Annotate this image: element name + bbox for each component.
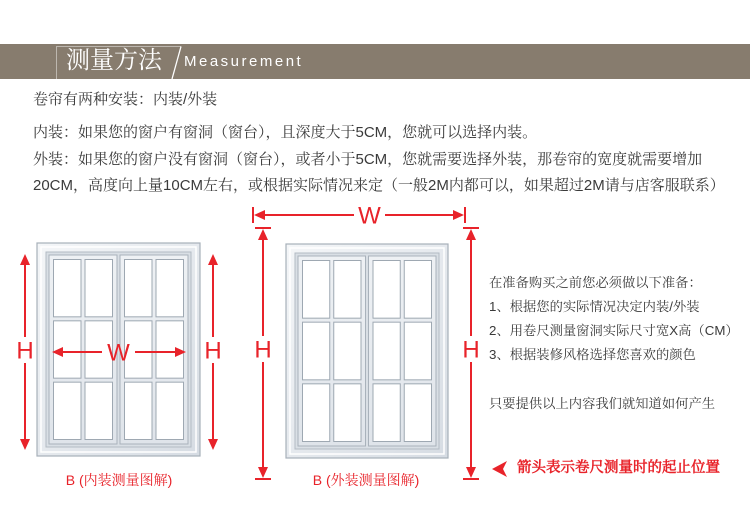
- arrow-head-down: [258, 467, 268, 478]
- window-pane: [334, 384, 361, 442]
- height-label: H: [16, 337, 34, 365]
- preparation-step-3: 3、根据装修风格选择您喜欢的颜色: [489, 347, 696, 362]
- header-separator-slash: [172, 47, 181, 80]
- window-pane: [404, 322, 431, 380]
- height-label: H: [254, 336, 272, 364]
- outer-width-arrow: [253, 203, 465, 230]
- arrow-head-right: [453, 210, 464, 220]
- window-pane: [54, 382, 82, 439]
- arrow-head-up: [258, 229, 268, 240]
- arrow-head-down: [20, 439, 30, 450]
- legend-text: 箭头表示卷尺测量时的起止位置: [517, 460, 720, 476]
- inner-left-height-arrow: [16, 254, 33, 450]
- inner-mount-diagram: [16, 243, 221, 456]
- preparation-step-2: 2、用卷尺测量窗洞实际尺寸宽X高（CM）: [489, 323, 739, 338]
- arrow-head-down: [466, 467, 476, 478]
- window-pane: [85, 260, 113, 317]
- install-types-text: 卷帘有两种安装：内装/外装: [33, 91, 218, 108]
- inner-mount-text: 内装：如果您的窗户有窗洞（窗台），且深度大于5CM，您就可以选择内装。: [33, 124, 538, 141]
- arrow-head-up: [20, 254, 30, 265]
- window-pane: [404, 261, 431, 319]
- window-pane: [373, 261, 400, 319]
- window-pane: [156, 260, 184, 317]
- window-pane: [404, 384, 431, 442]
- window-pane: [303, 384, 330, 442]
- arrow-head-up: [208, 254, 218, 265]
- outer-mount-text-line2: 20CM，高度向上量10CM左右，或根据实际情况来定（一般2M内都可以，如果超过2M请与店客服联系）: [33, 177, 725, 194]
- preparation-step-1: 1、根据您的实际情况决定内装/外装: [489, 299, 700, 314]
- width-label: W: [107, 339, 130, 367]
- outer-mount-diagram: [253, 203, 480, 480]
- arrow-head-left: [254, 210, 265, 220]
- window-pane: [334, 261, 361, 319]
- window-pane: [373, 384, 400, 442]
- window-pane: [334, 322, 361, 380]
- preparation-heading: 在准备购买之前您必须做以下准备：: [489, 275, 702, 290]
- window-pane: [125, 382, 153, 439]
- window-pane: [85, 382, 113, 439]
- red-arrow-icon: [492, 461, 507, 477]
- preparation-summary: 只要提供以上内容我们就知道如何产生: [489, 396, 716, 411]
- outer-mount-caption: B (外装测量图解): [312, 472, 420, 488]
- height-label: H: [462, 336, 480, 364]
- outer-left-height-arrow: [254, 228, 271, 479]
- arrow-head-up: [466, 229, 476, 240]
- height-label: H: [204, 337, 222, 365]
- section-title: 测量方法: [66, 47, 162, 74]
- window-pane: [303, 261, 330, 319]
- outer-mount-text-line1: 外装：如果您的窗户没有窗洞（窗台），或者小于5CM，您就需要选择外装，那卷帘的宽度就需要增加: [33, 151, 703, 168]
- window-pane: [373, 322, 400, 380]
- window-pane: [303, 322, 330, 380]
- arrow-head-down: [208, 439, 218, 450]
- inner-right-height-arrow: [204, 254, 221, 450]
- window-pane: [156, 382, 184, 439]
- inner-mount-caption: B (内装测量图解): [65, 472, 173, 488]
- width-label: W: [358, 202, 381, 230]
- outer-right-height-arrow: [462, 228, 479, 479]
- window-pane: [54, 260, 82, 317]
- section-subtitle: Measurement: [184, 53, 304, 70]
- outer-mount-window: [286, 244, 448, 458]
- window-pane: [125, 260, 153, 317]
